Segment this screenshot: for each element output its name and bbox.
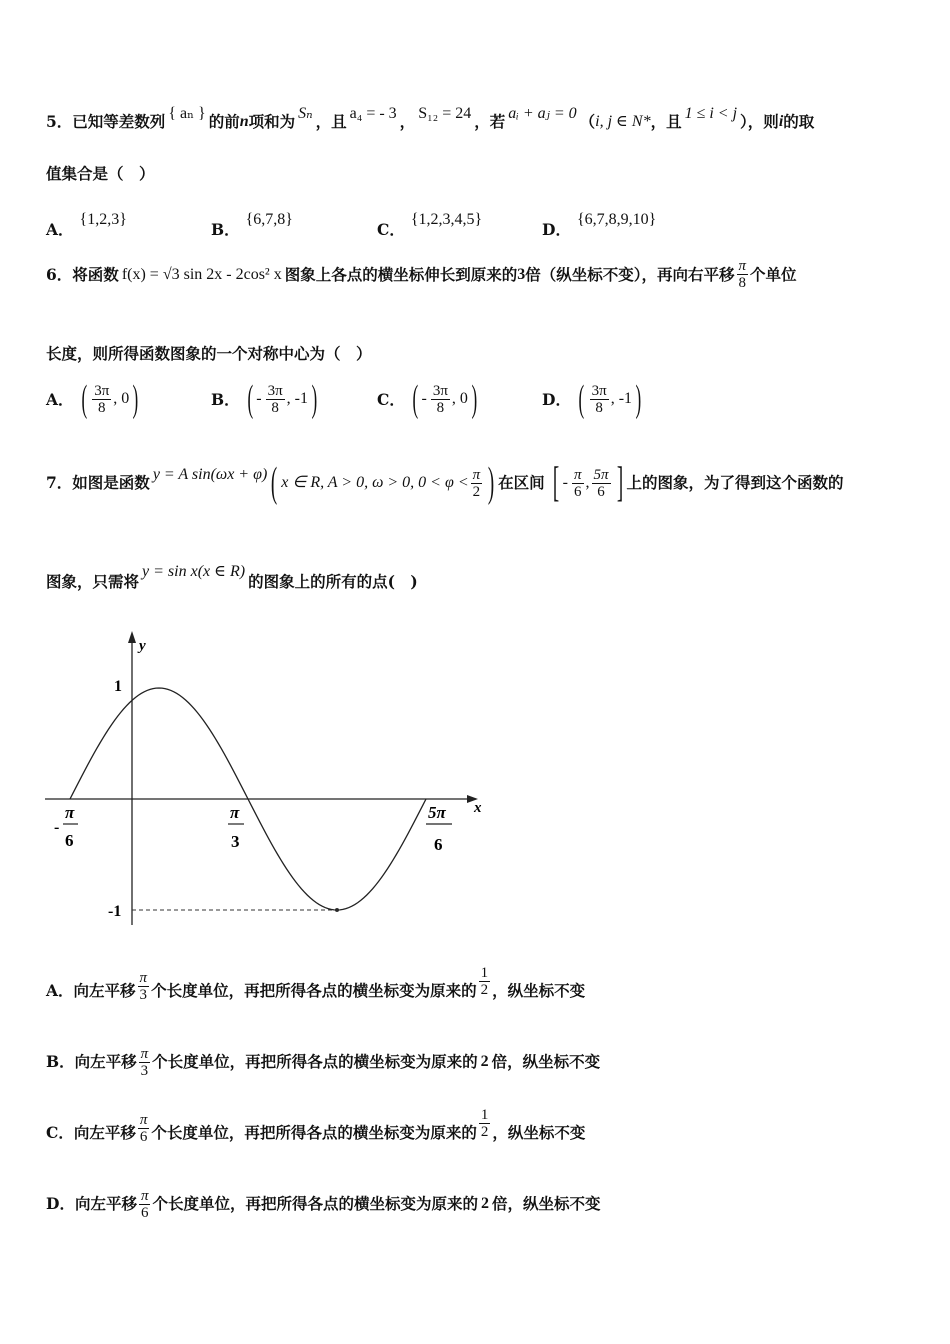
q7-function-graph <box>40 625 500 935</box>
q5-text-8: ，且 <box>650 112 682 131</box>
q7-option-c-scale <box>479 1107 491 1140</box>
q6-option-c-num: 3π <box>432 382 448 399</box>
q7-condition-fraction <box>471 467 483 500</box>
q6-option-c[interactable]: C． ( - $\frac{3\pi}{8}$ , 0 ) <box>377 378 478 420</box>
q7-option-b-shift-num: π <box>140 1045 149 1062</box>
q7-option-a-scale-num: 1 <box>480 964 489 981</box>
q6-option-a-fraction <box>92 383 111 416</box>
q5-option-c-label: C． <box>377 220 405 239</box>
x-tick-1-den: 6 <box>65 831 74 850</box>
q5-n: n <box>239 113 249 130</box>
q5-option-b-value: {6,7,8} <box>245 211 293 228</box>
q6-function: f(x) = √3 sin 2x - 2cos² x <box>121 265 282 283</box>
q7-option-a-text-2: 个长度单位，再把所得各点的横坐标变为原来的 <box>151 981 477 1000</box>
q7-option-b[interactable] <box>46 1040 600 1084</box>
q6-number: 6． <box>46 264 73 284</box>
q5-s12: S₁₂ = 24 <box>418 105 472 122</box>
q5-line1 <box>46 105 815 134</box>
q7-option-c-text-1: 向左平移 <box>73 1123 136 1142</box>
q7-option-b-label: B． <box>46 1052 75 1071</box>
x-tick-1-num: π <box>65 803 75 822</box>
q7-condition-num: π <box>472 466 481 483</box>
q6-option-b-fraction <box>266 383 285 416</box>
x-tick-3-num: 5π <box>428 803 446 822</box>
q6-option-d-num: 3π <box>591 382 607 399</box>
q5-option-c[interactable] <box>377 200 482 240</box>
q7-option-c-shift-den: 6 <box>139 1128 148 1145</box>
q7-line1: 7． 如图是函数 y = A sin(ωx + φ) ( x ∈ R, A > 0, ω > 0, 0 < φ < $\frac{\pi}{2}$ ) 在区间 [ - $\frac{\pi}{6}$ , $\frac{5\pi}{6}$ ] 上的图象，为了得到这个函数的 <box>46 460 844 506</box>
q7-option-d-label: D． <box>46 1194 75 1213</box>
q5-option-d-value: {6,7,8,9,10} <box>576 211 657 228</box>
q5-sequence: { aₙ } <box>168 105 206 122</box>
q7-option-c-scale-den: 2 <box>480 1123 489 1140</box>
q6-option-a-den: 8 <box>97 399 106 416</box>
q7-interval-fraction-1 <box>572 467 584 500</box>
q7-condition: x ∈ R, A > 0, ω > 0, 0 < φ < <box>281 474 469 491</box>
q7-option-a[interactable] <box>46 958 585 1014</box>
q6-option-d[interactable]: D． ( $\frac{3\pi}{8}$ , -1 ) <box>542 378 642 420</box>
q5-option-d[interactable] <box>542 200 656 240</box>
q6-option-c-post: , 0 <box>451 390 468 407</box>
x-tick-2-den: 3 <box>231 832 240 851</box>
q7-option-b-text-2: 个长度单位，再把所得各点的横坐标变为原来的 <box>152 1052 478 1071</box>
q6-option-c-pre: - <box>421 390 427 407</box>
q7-function: y = A sin(ωx + φ) <box>152 466 268 483</box>
y-axis-label: y <box>139 638 146 654</box>
q6-shift-den: 8 <box>738 275 747 291</box>
q5-text-1: 已知等差数列 <box>72 112 166 131</box>
q6-shift-num: π <box>738 258 747 274</box>
q6-option-a-post: , 0 <box>113 390 130 407</box>
q7-text-2: 在区间 <box>498 473 545 492</box>
q5-i: i <box>778 113 784 130</box>
q7-interval-den-2: 6 <box>597 483 605 500</box>
q6-option-d-label: D． <box>542 390 571 409</box>
q7-option-a-shift-den: 3 <box>139 986 148 1003</box>
q5-option-b[interactable] <box>211 200 293 240</box>
q5-text-9: ），则 <box>740 112 779 131</box>
q7-option-b-shift-den: 3 <box>140 1062 149 1079</box>
q5-text-6: ，若 <box>474 112 506 131</box>
q6-option-c-fraction <box>431 383 450 416</box>
q6-option-a-num: 3π <box>94 382 110 399</box>
q7-text-3: 上的图象，为了得到这个函数的 <box>626 473 844 492</box>
q6-text-3: 倍（纵坐标不变），再向右平移 <box>525 264 735 284</box>
q5-text-3: 项和为 <box>248 112 296 131</box>
q6-three: 3 <box>517 265 526 283</box>
q6-shift-fraction <box>737 258 749 291</box>
q7-option-d-two: 2 <box>481 1195 489 1212</box>
q5-text-5: ， <box>399 112 416 131</box>
q6-line2: 长度，则所得函数图象的一个对称中心为（ ） <box>46 344 372 363</box>
q7-option-a-shift <box>138 970 150 1003</box>
q5-option-a[interactable] <box>46 200 127 240</box>
q7-option-a-scale-den: 2 <box>480 981 489 998</box>
q6-option-b-pre: - <box>256 390 262 407</box>
q7-option-a-text-1: 向左平移 <box>73 981 136 1000</box>
q7-interval-den-1: 6 <box>573 483 582 500</box>
q5-option-c-value: {1,2,3,4,5} <box>410 211 483 228</box>
q6-option-b-post: , -1 <box>286 390 308 407</box>
q7-option-a-scale <box>479 965 491 998</box>
q7-interval-num-1: π <box>573 466 582 483</box>
q5-inequality: 1 ≤ i < j <box>684 105 738 122</box>
q5-text-4: ，且 <box>315 112 347 131</box>
q7-option-d-text-3: 倍，纵坐标不变 <box>492 1194 601 1213</box>
q7-option-d-shift-num: π <box>140 1187 149 1204</box>
q7-condition-den: 2 <box>472 483 481 500</box>
q7-line2 <box>46 563 418 594</box>
q5-text-7: （ <box>579 112 596 131</box>
q6-text-1: 将函数 <box>72 264 119 284</box>
q6-option-b-num: 3π <box>267 382 283 399</box>
q7-option-b-text-1: 向左平移 <box>74 1052 137 1071</box>
q5-line2: 值集合是（ ） <box>46 164 155 183</box>
q7-option-c[interactable] <box>46 1100 585 1156</box>
q7-interval-fraction-2 <box>592 467 611 500</box>
q7-text-4: 图象，只需将 <box>46 572 140 591</box>
q7-option-c-shift <box>138 1112 150 1145</box>
q7-base-function: y = sin x(x ∈ R) <box>142 563 246 580</box>
q6-option-c-label: C． <box>377 390 405 409</box>
q7-option-d-shift-den: 6 <box>140 1204 149 1221</box>
q6-option-d-den: 8 <box>595 399 603 416</box>
q7-option-c-shift-num: π <box>139 1111 148 1128</box>
q7-option-c-label: C． <box>46 1123 74 1142</box>
q7-option-c-scale-num: 1 <box>480 1106 489 1123</box>
q5-number: 5． <box>46 112 73 131</box>
q6-option-c-den: 8 <box>436 399 445 416</box>
q7-number: 7． <box>46 473 73 492</box>
q7-interval-pre: - <box>562 474 568 491</box>
x-tick-3-den: 6 <box>434 835 443 854</box>
q7-option-b-shift <box>139 1046 151 1079</box>
q6-text-2: 图象上各点的横坐标伸长到原来的 <box>284 264 518 284</box>
q7-text-5: 的图象上的所有的点( ) <box>248 572 418 591</box>
q6-option-b-label: B． <box>211 390 240 409</box>
x-axis-label: x <box>474 800 482 816</box>
q5-option-a-label: A． <box>46 220 74 239</box>
q7-option-c-text-3: ，纵坐标不变 <box>492 1123 586 1142</box>
q6-option-a[interactable]: A． ( $\frac{3\pi}{8}$ , 0 ) <box>46 378 139 420</box>
q7-option-b-two: 2 <box>480 1053 489 1070</box>
q5-condition: aᵢ + aⱼ = 0 <box>508 105 577 122</box>
q6-option-b[interactable]: B． ( - $\frac{3\pi}{8}$ , -1 ) <box>211 378 318 420</box>
q5-text-2: 的前 <box>208 112 240 131</box>
q7-option-d-text-2: 个长度单位，再把所得各点的横坐标变为原来的 <box>152 1194 478 1213</box>
q7-option-a-label: A． <box>46 981 74 1000</box>
q6-option-a-label: A． <box>46 390 74 409</box>
q5-option-a-value: {1,2,3} <box>79 211 127 228</box>
q7-option-b-text-3: 倍，纵坐标不变 <box>491 1052 601 1071</box>
y-tick-neg-1: -1 <box>108 903 122 920</box>
q5-option-b-label: B． <box>211 220 240 239</box>
q5-text-10: 的取 <box>783 112 815 131</box>
q7-option-c-text-2: 个长度单位，再把所得各点的横坐标变为原来的 <box>151 1123 477 1142</box>
x-tick-1-sign: - <box>54 819 60 836</box>
y-axis-arrow-icon <box>128 631 136 643</box>
q7-text-1: 如图是函数 <box>72 473 150 492</box>
q5-sn: Sₙ <box>298 105 313 122</box>
q7-option-d-text-1: 向左平移 <box>74 1194 137 1213</box>
q5-ij: i, j ∈ N* <box>595 113 651 130</box>
q7-option-a-shift-num: π <box>139 969 148 986</box>
q5-a4: a₄ = - 3 <box>349 105 397 122</box>
q7-interval-num-2: 5π <box>593 466 609 483</box>
q5-option-d-label: D． <box>542 220 571 239</box>
q7-option-d-shift <box>139 1188 151 1221</box>
x-tick-2-num: π <box>230 803 240 822</box>
q6-option-d-fraction <box>590 383 609 416</box>
q6-text-4: 个单位 <box>750 264 797 284</box>
q7-option-d[interactable] <box>46 1182 601 1226</box>
y-tick-1: 1 <box>114 678 122 695</box>
q6-line1 <box>46 258 797 291</box>
q6-option-d-post: , -1 <box>610 390 633 407</box>
q6-option-b-den: 8 <box>271 399 279 416</box>
q7-option-a-text-3: ，纵坐标不变 <box>492 981 586 1000</box>
